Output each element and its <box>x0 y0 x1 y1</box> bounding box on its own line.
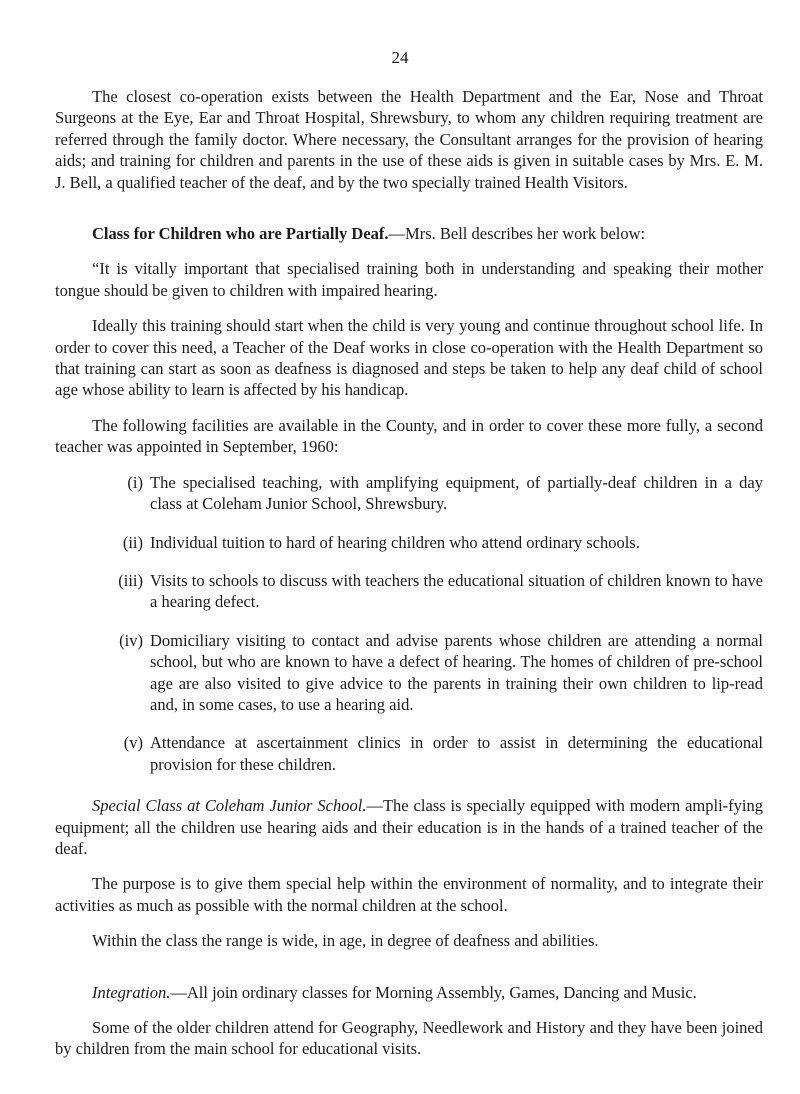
list-item-text: Individual tuition to hard of hearing children who attend ordinary schools. <box>150 532 640 552</box>
list-item-text: Visits to schools to discuss with teachers the educational situation of children known to have a hearing defect. <box>150 570 763 612</box>
section-heading-rest: —Mrs. Bell describes her work below: <box>388 224 646 244</box>
integration-text: —All join ordinary classes for Morning Assembly, Games, Dancing and Music. <box>170 982 697 1002</box>
list-item <box>55 630 763 716</box>
list-item-number: (ii) <box>122 532 143 552</box>
range-paragraph: Within the class the range is wide, in age, in degree of deafness and abilities. <box>92 931 599 951</box>
intro-paragraph: The closest co-operation exists between the Health Department and the Ear, Nose and Throat Surgeons at the Eye, Ear and Throat Hospital, Shrewsbury, to whom any children requiring treatment are referred through the family doctor. Where necessary, the Consultant arranges for the provision of hearing aids; and training for children and parents in the use of these aids is given in suitable cases by Mrs. E. M. J. Bell, a qualified teacher of the deaf, and by the two specially trained Health Visitors. <box>55 87 763 192</box>
list-item-number: (iii) <box>118 570 143 590</box>
list-item-text: The specialised teaching, with amplifying equipment, of partially-deaf children in a day class at Coleham Junior School, Shrewsbury. <box>150 472 763 514</box>
list-item-number: (i) <box>127 472 143 492</box>
list-item-text: Attendance at ascertainment clinics in order to assist in determining the educational provision for these children. <box>150 733 763 774</box>
list-item-number: (v) <box>123 733 143 753</box>
list-item-text: Domiciliary visiting to contact and advise parents whose children are attending a normal school, but who are known to have a defect of hearing. The homes of children of pre-school age are also visited to give advice to the parents in training their own children to lip-read and, in some cases, to use a hearing aid. <box>150 630 763 714</box>
special-class-paragraph <box>55 795 763 859</box>
purpose-paragraph: The purpose is to give them special help within the environment of normality, and to integrate their activities as much as possible with the normal children at the school. <box>55 874 763 915</box>
integration-heading: Integration. <box>92 982 171 1002</box>
list-item <box>55 472 763 515</box>
page-number: 24 <box>391 48 409 67</box>
list-item-number: (iv) <box>119 630 143 650</box>
list-item <box>55 532 763 553</box>
special-class-text: —The class is specially equipped with modern ampli-fying equipment; all the children use hearing aids and their education is in the hands of a trained teacher of the deaf. <box>55 796 763 858</box>
older-children-paragraph: Some of the older children attend for Geography, Needlework and History and they have been joined by children from the main school for educational visits. <box>55 1018 763 1059</box>
facilities-list <box>55 472 763 775</box>
list-item <box>55 732 763 775</box>
paragraph-facilities: The following facilities are available in the County, and in order to cover these more fully, a second teacher was appointed in September, 1960: <box>55 415 763 457</box>
special-class-heading: Special Class at Coleham Junior School. <box>92 796 367 816</box>
section-heading-paragraph <box>55 223 763 244</box>
paragraph-importance: “It is vitally important that specialised training both in understanding and speaking their mother tongue should be given to children with impaired hearing. <box>55 259 763 300</box>
integration-paragraph <box>55 982 763 1003</box>
document-body <box>55 86 763 1074</box>
paragraph-ideal-training: Ideally this training should start when the child is very young and continue throughout school life. In order to cover this need, a Teacher of the Deaf works in close co-operation with the Health Department so that training can start as soon as deafness is diagnosed and steps be taken to help any deaf child of school age whose ability to learn is affected by his handicap. <box>55 316 763 400</box>
list-item <box>55 570 763 613</box>
section-heading: Class for Children who are Partially Deaf. <box>92 224 389 244</box>
